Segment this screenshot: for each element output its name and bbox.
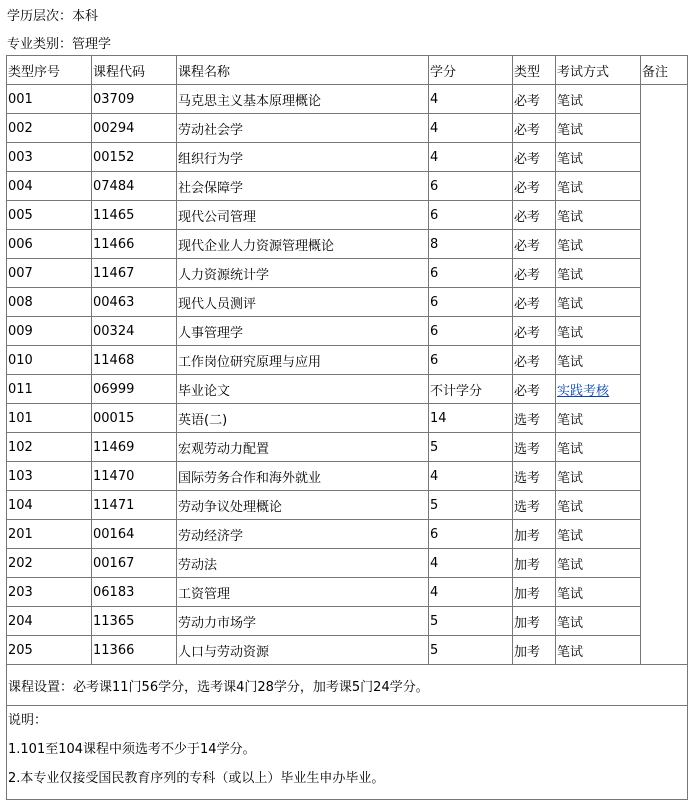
type-number: 006 — [7, 230, 92, 259]
credits: 4 — [429, 549, 513, 578]
course-code: 03709 — [92, 85, 177, 114]
type-number: 001 — [7, 85, 92, 114]
course-type: 必考 — [513, 172, 556, 201]
header-cell: 学分 — [429, 56, 513, 85]
exam-method: 笔试 — [556, 549, 641, 578]
course-type: 加考 — [513, 607, 556, 636]
credits: 5 — [429, 607, 513, 636]
credits: 14 — [429, 404, 513, 433]
course-type: 选考 — [513, 404, 556, 433]
course-code: 07484 — [92, 172, 177, 201]
type-number: 004 — [7, 172, 92, 201]
course-name: 社会保障学 — [177, 172, 429, 201]
course-type: 必考 — [513, 375, 556, 404]
course-type: 选考 — [513, 462, 556, 491]
exam-method: 笔试 — [556, 201, 641, 230]
type-number: 103 — [7, 462, 92, 491]
table-row — [7, 288, 688, 317]
course-code: 06183 — [92, 578, 177, 607]
course-name: 劳动法 — [177, 549, 429, 578]
course-type: 加考 — [513, 636, 556, 665]
course-name: 国际劳务合作和海外就业 — [177, 462, 429, 491]
course-name: 工作岗位研究原理与应用 — [177, 346, 429, 375]
table-row — [7, 462, 688, 491]
course-code: 00167 — [92, 549, 177, 578]
table-row — [7, 375, 688, 404]
course-name: 劳动力市场学 — [177, 607, 429, 636]
type-number: 205 — [7, 636, 92, 665]
credits: 6 — [429, 520, 513, 549]
course-code: 11466 — [92, 230, 177, 259]
course-type: 必考 — [513, 346, 556, 375]
exam-method: 笔试 — [556, 114, 641, 143]
notes-title: 说明： — [8, 713, 48, 728]
course-code: 11366 — [92, 636, 177, 665]
education-level: 学历层次：本科 — [7, 9, 99, 24]
exam-method: 笔试 — [556, 259, 641, 288]
course-type: 必考 — [513, 201, 556, 230]
course-name: 劳动经济学 — [177, 520, 429, 549]
course-type: 必考 — [513, 230, 556, 259]
course-code: 00164 — [92, 520, 177, 549]
table-row — [7, 636, 688, 665]
exam-method: 笔试 — [556, 288, 641, 317]
exam-method: 笔试 — [556, 636, 641, 665]
practice-exam-link[interactable]: 实践考核 — [557, 383, 610, 399]
course-code: 11469 — [92, 433, 177, 462]
course-name: 组织行为学 — [177, 143, 429, 172]
course-code: 00324 — [92, 317, 177, 346]
credits: 6 — [429, 288, 513, 317]
course-code: 11465 — [92, 201, 177, 230]
course-name: 现代企业人力资源管理概论 — [177, 230, 429, 259]
credits: 6 — [429, 201, 513, 230]
type-number: 007 — [7, 259, 92, 288]
course-setting: 课程设置：必考课11门56学分，选考课4门28学分，加考课5门24学分。 — [7, 665, 688, 706]
header-cell: 考试方式 — [556, 56, 641, 85]
course-name: 人力资源统计学 — [177, 259, 429, 288]
course-code: 11470 — [92, 462, 177, 491]
type-number: 009 — [7, 317, 92, 346]
note-item: 2.本专业仅接受国民教育序列的专科（或以上）毕业生申办毕业。 — [8, 771, 385, 786]
course-name: 毕业论文 — [177, 375, 429, 404]
credits: 6 — [429, 172, 513, 201]
course-type: 必考 — [513, 143, 556, 172]
exam-method: 笔试 — [556, 317, 641, 346]
course-code: 00015 — [92, 404, 177, 433]
major-category: 专业类别：管理学 — [7, 37, 112, 52]
course-type: 必考 — [513, 114, 556, 143]
table-row — [7, 520, 688, 549]
type-number: 104 — [7, 491, 92, 520]
course-code: 11467 — [92, 259, 177, 288]
type-number: 202 — [7, 549, 92, 578]
course-name: 劳动社会学 — [177, 114, 429, 143]
course-code: 11471 — [92, 491, 177, 520]
course-code: 11468 — [92, 346, 177, 375]
type-number: 002 — [7, 114, 92, 143]
exam-method: 笔试 — [556, 578, 641, 607]
course-name: 现代人员测评 — [177, 288, 429, 317]
credits: 5 — [429, 491, 513, 520]
table-row — [7, 346, 688, 375]
remark-cell — [641, 85, 688, 665]
course-type: 必考 — [513, 288, 556, 317]
credits: 4 — [429, 462, 513, 491]
table-row — [7, 230, 688, 259]
type-number: 003 — [7, 143, 92, 172]
credits: 4 — [429, 143, 513, 172]
type-number: 101 — [7, 404, 92, 433]
course-type: 必考 — [513, 259, 556, 288]
credits: 不计学分 — [429, 375, 513, 404]
table-row — [7, 433, 688, 462]
credits: 6 — [429, 317, 513, 346]
table-row — [7, 607, 688, 636]
exam-method: 笔试 — [556, 607, 641, 636]
course-code: 11365 — [92, 607, 177, 636]
credits: 8 — [429, 230, 513, 259]
table-row — [7, 491, 688, 520]
course-table — [6, 55, 688, 800]
type-number: 011 — [7, 375, 92, 404]
header-cell: 课程名称 — [177, 56, 429, 85]
course-type: 加考 — [513, 578, 556, 607]
table-row — [7, 172, 688, 201]
header-cell: 类型序号 — [7, 56, 92, 85]
course-name: 宏观劳动力配置 — [177, 433, 429, 462]
course-type: 选考 — [513, 491, 556, 520]
credits: 5 — [429, 433, 513, 462]
exam-method — [556, 375, 641, 404]
credits: 4 — [429, 114, 513, 143]
course-type: 加考 — [513, 520, 556, 549]
type-number: 008 — [7, 288, 92, 317]
course-name: 工资管理 — [177, 578, 429, 607]
credits: 4 — [429, 578, 513, 607]
table-row — [7, 317, 688, 346]
exam-method: 笔试 — [556, 520, 641, 549]
header-cell: 备注 — [641, 56, 688, 85]
credits: 6 — [429, 259, 513, 288]
course-name: 劳动争议处理概论 — [177, 491, 429, 520]
course-name: 人事管理学 — [177, 317, 429, 346]
type-number: 201 — [7, 520, 92, 549]
header-cell: 类型 — [513, 56, 556, 85]
course-code: 00152 — [92, 143, 177, 172]
type-number: 010 — [7, 346, 92, 375]
table-row — [7, 143, 688, 172]
exam-method: 笔试 — [556, 143, 641, 172]
course-name: 英语(二) — [177, 404, 429, 433]
exam-method: 笔试 — [556, 462, 641, 491]
exam-method: 笔试 — [556, 404, 641, 433]
course-name: 人口与劳动资源 — [177, 636, 429, 665]
note-item: 1.101至104课程中须选考不少于14学分。 — [8, 742, 256, 757]
credits: 4 — [429, 85, 513, 114]
notes — [7, 706, 688, 800]
exam-method: 笔试 — [556, 346, 641, 375]
table-row — [7, 578, 688, 607]
type-number: 204 — [7, 607, 92, 636]
type-number: 102 — [7, 433, 92, 462]
credits: 5 — [429, 636, 513, 665]
type-number: 203 — [7, 578, 92, 607]
course-name: 马克思主义基本原理概论 — [177, 85, 429, 114]
course-type: 必考 — [513, 317, 556, 346]
credits: 6 — [429, 346, 513, 375]
table-row — [7, 549, 688, 578]
course-type: 选考 — [513, 433, 556, 462]
table-row — [7, 404, 688, 433]
exam-method: 笔试 — [556, 172, 641, 201]
table-row — [7, 85, 688, 114]
table-row — [7, 259, 688, 288]
type-number: 005 — [7, 201, 92, 230]
exam-method: 笔试 — [556, 230, 641, 259]
course-type: 必考 — [513, 85, 556, 114]
table-row — [7, 114, 688, 143]
course-name: 现代公司管理 — [177, 201, 429, 230]
header-row — [7, 56, 688, 85]
exam-method: 笔试 — [556, 85, 641, 114]
table-row — [7, 201, 688, 230]
header-cell: 课程代码 — [92, 56, 177, 85]
course-code: 00294 — [92, 114, 177, 143]
exam-method: 笔试 — [556, 491, 641, 520]
exam-method: 笔试 — [556, 433, 641, 462]
course-code: 06999 — [92, 375, 177, 404]
course-type: 加考 — [513, 549, 556, 578]
course-code: 00463 — [92, 288, 177, 317]
